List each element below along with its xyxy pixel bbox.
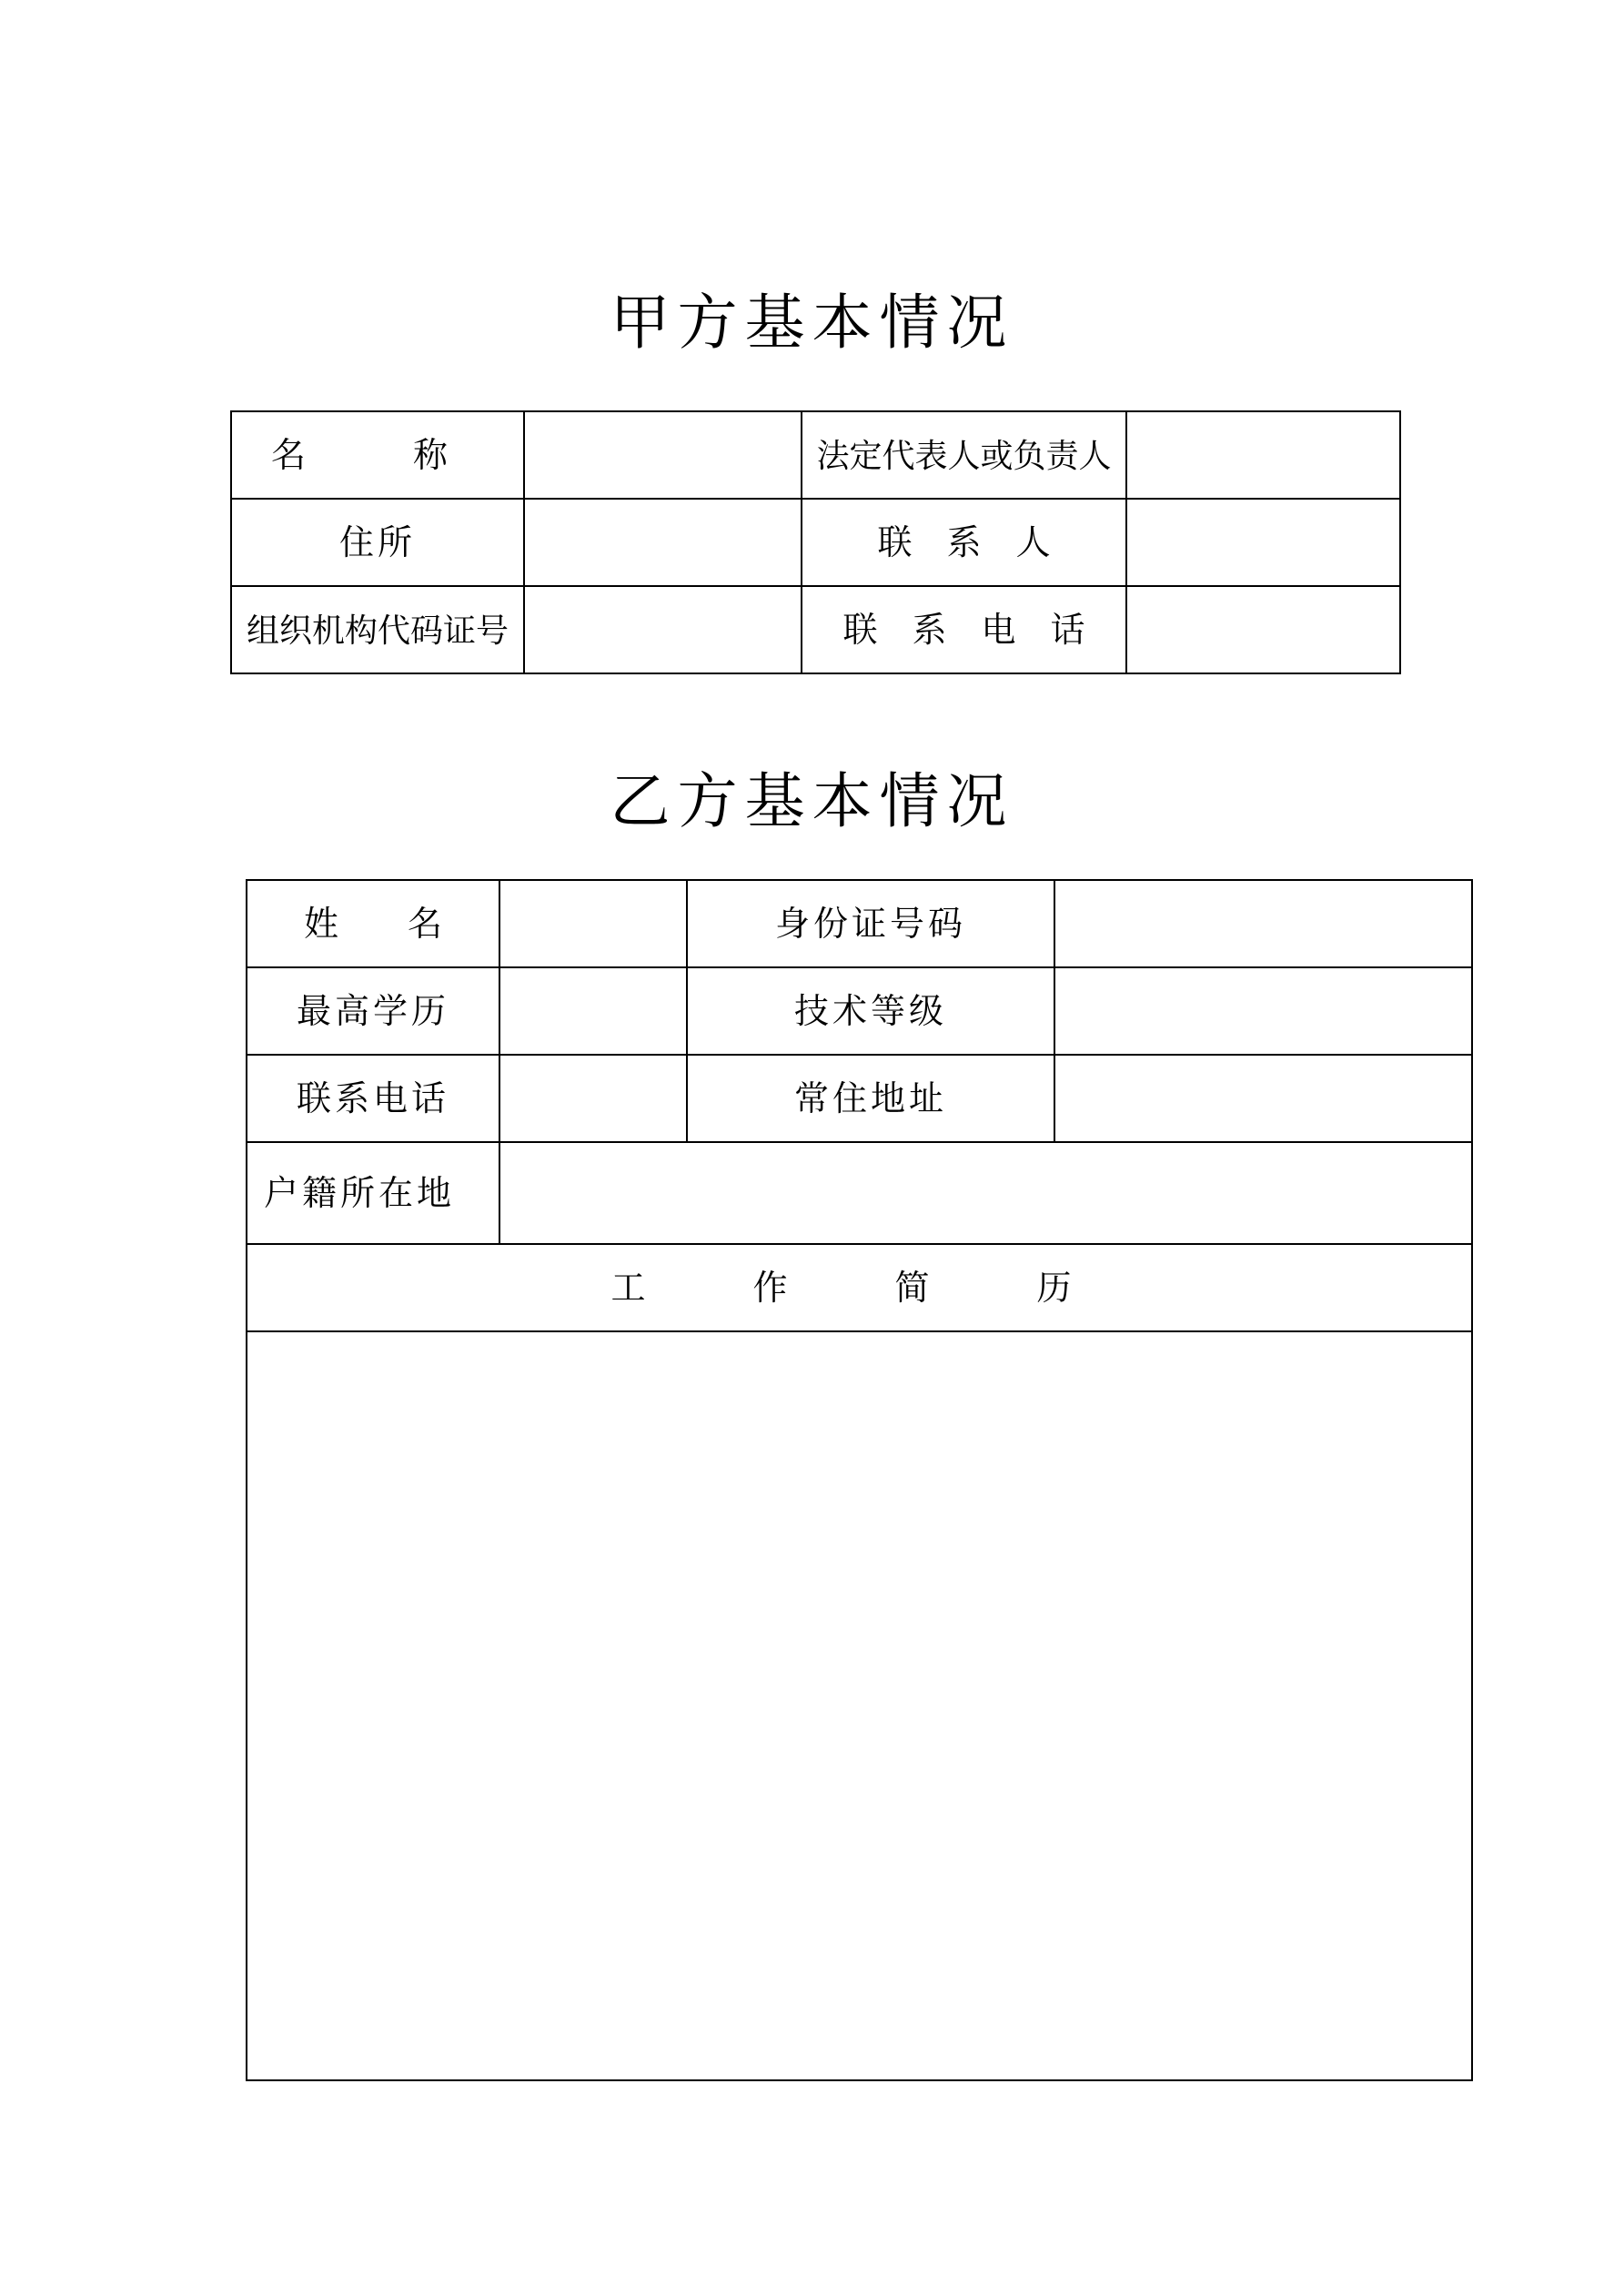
- address-field[interactable]: [524, 499, 802, 586]
- label-org-code: 组织机构代码证号: [231, 586, 524, 673]
- party-b-row-hukou: [247, 1142, 1472, 1244]
- party-b-row-name: [247, 880, 1472, 967]
- name-field[interactable]: [524, 411, 802, 499]
- label-work-history: 工 作 简 历: [247, 1244, 1472, 1331]
- education-field[interactable]: [499, 967, 687, 1055]
- party-a-row-org-code: [231, 586, 1400, 673]
- hukou-field[interactable]: [499, 1142, 1472, 1244]
- phone-field[interactable]: [499, 1055, 687, 1142]
- label-residence-address: 常住地址: [687, 1055, 1054, 1142]
- label-phone: 联系电话: [247, 1055, 499, 1142]
- skill-level-field[interactable]: [1054, 967, 1472, 1055]
- legal-representative-field[interactable]: [1126, 411, 1400, 499]
- label-id-number: 身份证号码: [687, 880, 1054, 967]
- party-a-row-address: [231, 499, 1400, 586]
- party-a-table: [230, 410, 1401, 674]
- label-contact-person: 联 系 人: [802, 499, 1126, 586]
- full-name-field[interactable]: [499, 880, 687, 967]
- label-full-name: 姓 名: [247, 880, 499, 967]
- party-b-title: 乙方基本情况: [610, 766, 1014, 836]
- party-b-row-phone: [247, 1055, 1472, 1142]
- id-number-field[interactable]: [1054, 880, 1472, 967]
- label-hukou: 户籍所在地: [247, 1142, 499, 1244]
- residence-address-field[interactable]: [1054, 1055, 1472, 1142]
- party-b-row-education: [247, 967, 1472, 1055]
- org-code-field[interactable]: [524, 586, 802, 673]
- work-history-field[interactable]: [247, 1331, 1472, 2080]
- party-b-table: [246, 879, 1473, 2081]
- party-a-row-name: [231, 411, 1400, 499]
- label-address: 住所: [231, 499, 524, 586]
- label-name: 名 称: [231, 411, 524, 499]
- label-education: 最高学历: [247, 967, 499, 1055]
- party-b-row-work-history-body: [247, 1331, 1472, 2080]
- label-skill-level: 技术等级: [687, 967, 1054, 1055]
- label-contact-phone: 联 系 电 话: [802, 586, 1126, 673]
- party-a-title: 甲方基本情况: [610, 288, 1014, 358]
- label-legal-representative: 法定代表人或负责人: [802, 411, 1126, 499]
- contact-person-field[interactable]: [1126, 499, 1400, 586]
- contact-phone-field[interactable]: [1126, 586, 1400, 673]
- party-b-row-work-history-header: [247, 1244, 1472, 1331]
